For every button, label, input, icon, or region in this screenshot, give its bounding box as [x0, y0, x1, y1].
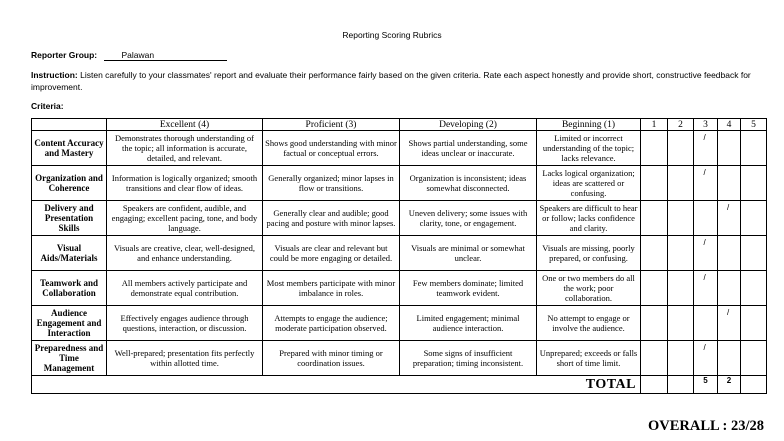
- beginning-cell: No attempt to engage or involve the audience.: [537, 306, 641, 341]
- total-label: TOTAL: [32, 376, 641, 394]
- proficient-cell: Attempts to engage the audience; moderate participation observed.: [263, 306, 400, 341]
- instruction-text: Listen carefully to your classmates' report and evaluate their performance fairly based on the given criteria. Rate each aspect honestly and provide short, constructive feedback for improvement.: [31, 70, 751, 92]
- score-cell-5: [741, 166, 767, 201]
- score-cell-1: [641, 131, 668, 166]
- score-cell-1: [641, 306, 668, 341]
- developing-cell: Some signs of insufficient preparation; timing inconsistent.: [400, 341, 537, 376]
- proficient-cell: Prepared with minor timing or coordination issues.: [263, 341, 400, 376]
- header-score-2: 2: [668, 119, 694, 131]
- criteria-label: Criteria:: [31, 101, 64, 111]
- score-cell-4: [718, 166, 741, 201]
- header-developing: Developing (2): [400, 119, 537, 131]
- table-row: [32, 341, 767, 376]
- table-row: [32, 131, 767, 166]
- excellent-cell: Speakers are confident, audible, and engaging; excellent pacing, tone, and body language.: [107, 201, 263, 236]
- score-mark: /: [703, 238, 706, 247]
- score-cell-2: [668, 271, 694, 306]
- reporter-group-line: [31, 50, 227, 61]
- reporter-group-label: Reporter Group:: [31, 50, 98, 60]
- excellent-cell: Well-prepared; presentation fits perfectly within allotted time.: [107, 341, 263, 376]
- developing-cell: Uneven delivery; some issues with clarity, tone, or engagement.: [400, 201, 537, 236]
- score-cell-2: [668, 236, 694, 271]
- header-excellent: Excellent (4): [107, 119, 263, 131]
- score-cell-3: [694, 166, 718, 201]
- excellent-cell: Demonstrates thorough understanding of the topic; all information is accurate, detailed, and relevant.: [107, 131, 263, 166]
- score-cell-2: [668, 341, 694, 376]
- criterion-cell: Content Accuracy and Mastery: [32, 131, 107, 166]
- proficient-cell: Visuals are clear and relevant but could be more engaging or detailed.: [263, 236, 400, 271]
- beginning-cell: Limited or incorrect understanding of the topic; lacks relevance.: [537, 131, 641, 166]
- excellent-cell: Effectively engages audience through questions, interaction, or discussion.: [107, 306, 263, 341]
- proficient-cell: Most members participate with minor imbalance in roles.: [263, 271, 400, 306]
- score-cell-4: [718, 201, 741, 236]
- beginning-cell: Lacks logical organization; ideas are scattered or confusing.: [537, 166, 641, 201]
- rubric-table: [31, 118, 767, 394]
- reporter-group-value: Palawan: [104, 50, 227, 61]
- developing-cell: Shows partial understanding, some ideas unclear or inaccurate.: [400, 131, 537, 166]
- score-mark: /: [703, 273, 706, 282]
- total-score-1: [641, 376, 668, 394]
- criterion-cell: Visual Aids/Materials: [32, 236, 107, 271]
- score-cell-1: [641, 341, 668, 376]
- instruction-label: Instruction:: [31, 70, 78, 80]
- overall-score: OVERALL : 23/28: [647, 418, 764, 434]
- table-row: [32, 306, 767, 341]
- excellent-cell: Visuals are creative, clear, well-designed, and enhance understanding.: [107, 236, 263, 271]
- total-score-4: 2: [718, 376, 741, 394]
- beginning-cell: Visuals are missing, poorly prepared, or confusing.: [537, 236, 641, 271]
- header-score-4: 4: [718, 119, 741, 131]
- score-cell-3: [694, 131, 718, 166]
- score-cell-2: [668, 306, 694, 341]
- score-cell-3: [694, 236, 718, 271]
- score-cell-1: [641, 166, 668, 201]
- table-row: [32, 201, 767, 236]
- score-cell-2: [668, 201, 694, 236]
- total-row: [32, 376, 767, 394]
- header-beginning: Beginning (1): [537, 119, 641, 131]
- score-mark: /: [727, 308, 730, 317]
- developing-cell: Organization is inconsistent; ideas somewhat disconnected.: [400, 166, 537, 201]
- beginning-cell: One or two members do all the work; poor collaboration.: [537, 271, 641, 306]
- score-cell-5: [741, 236, 767, 271]
- developing-cell: Visuals are minimal or somewhat unclear.: [400, 236, 537, 271]
- score-cell-4: [718, 236, 741, 271]
- score-cell-5: [741, 271, 767, 306]
- table-row: [32, 166, 767, 201]
- beginning-cell: Unprepared; exceeds or falls short of time limit.: [537, 341, 641, 376]
- total-score-5: [741, 376, 767, 394]
- score-cell-4: [718, 271, 741, 306]
- score-cell-3: [694, 306, 718, 341]
- score-cell-5: [741, 131, 767, 166]
- score-cell-2: [668, 166, 694, 201]
- criterion-cell: Organization and Coherence: [32, 166, 107, 201]
- score-cell-4: [718, 306, 741, 341]
- score-cell-3: [694, 341, 718, 376]
- table-row: [32, 236, 767, 271]
- score-cell-2: [668, 131, 694, 166]
- developing-cell: Limited engagement; minimal audience interaction.: [400, 306, 537, 341]
- excellent-cell: All members actively participate and demonstrate equal contribution.: [107, 271, 263, 306]
- score-cell-3: [694, 271, 718, 306]
- criterion-cell: Teamwork and Collaboration: [32, 271, 107, 306]
- header-proficient: Proficient (3): [263, 119, 400, 131]
- developing-cell: Few members dominate; limited teamwork evident.: [400, 271, 537, 306]
- table-header-row: [32, 119, 767, 131]
- header-score-1: 1: [641, 119, 668, 131]
- excellent-cell: Information is logically organized; smooth transitions and clear flow of ideas.: [107, 166, 263, 201]
- score-mark: /: [703, 168, 706, 177]
- score-cell-1: [641, 271, 668, 306]
- table-row: [32, 271, 767, 306]
- instruction-paragraph: [31, 69, 759, 93]
- total-score-2: [668, 376, 694, 394]
- score-mark: /: [727, 203, 730, 212]
- proficient-cell: Generally clear and audible; good pacing and posture with minor lapses.: [263, 201, 400, 236]
- beginning-cell: Speakers are difficult to hear or follow; lacks confidence and clarity.: [537, 201, 641, 236]
- score-cell-5: [741, 341, 767, 376]
- score-cell-1: [641, 201, 668, 236]
- proficient-cell: Shows good understanding with minor factual or conceptual errors.: [263, 131, 400, 166]
- score-mark: /: [703, 343, 706, 352]
- score-mark: /: [703, 133, 706, 142]
- criterion-cell: Audience Engagement and Interaction: [32, 306, 107, 341]
- header-score-3: 3: [694, 119, 718, 131]
- header-criterion: [32, 119, 107, 131]
- score-cell-1: [641, 236, 668, 271]
- score-cell-4: [718, 131, 741, 166]
- proficient-cell: Generally organized; minor lapses in flow or transitions.: [263, 166, 400, 201]
- score-cell-4: [718, 341, 741, 376]
- score-cell-5: [741, 306, 767, 341]
- score-cell-3: [694, 201, 718, 236]
- score-cell-5: [741, 201, 767, 236]
- document-title: Reporting Scoring Rubrics: [342, 30, 442, 40]
- criterion-cell: Preparedness and Time Management: [32, 341, 107, 376]
- criterion-cell: Delivery and Presentation Skills: [32, 201, 107, 236]
- total-score-3: 5: [694, 376, 718, 394]
- header-score-5: 5: [741, 119, 767, 131]
